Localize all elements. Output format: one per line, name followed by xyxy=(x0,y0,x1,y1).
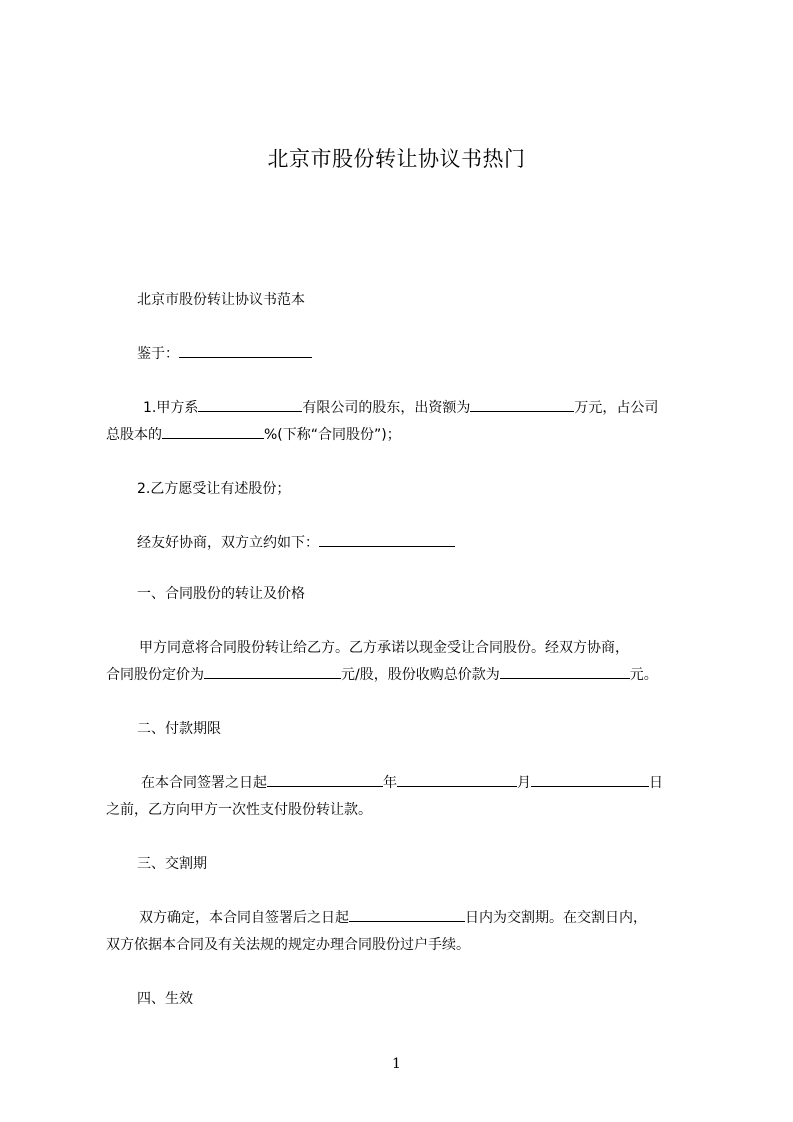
clause1-text-a: 1.甲方系 xyxy=(143,400,199,416)
document-title: 北京市股份转让协议书热门 xyxy=(267,147,526,171)
clause1-text-b: 有限公司的股东，出资额为 xyxy=(302,400,471,416)
section4-heading: 四、生效 xyxy=(137,991,193,1007)
clause1-text-d: 总股本的 xyxy=(106,427,162,443)
section2-text-c: 月 xyxy=(517,775,531,791)
recital-line xyxy=(137,345,312,363)
total-price-blank[interactable] xyxy=(500,666,630,679)
clause1-text-c: 万元，占公司 xyxy=(574,400,659,416)
section1-line1: 甲方同意将合同股份转让给乙方。乙方承诺以现金受让合同股份。经双方协商， xyxy=(139,640,629,656)
section3-line2: 双方依据本合同及有关法规的规定办理合同股份过户手续。 xyxy=(106,937,470,953)
section1-line2 xyxy=(106,666,658,684)
section2-line1 xyxy=(141,774,663,792)
year-blank[interactable] xyxy=(267,774,383,787)
share-percent-blank[interactable] xyxy=(162,426,264,439)
delivery-days-blank[interactable] xyxy=(349,909,465,922)
document-subtitle: 北京市股份转让协议书范本 xyxy=(137,292,305,308)
clause1-line2 xyxy=(106,426,401,444)
section2-text-d: 日 xyxy=(649,775,663,791)
section1-text-b: 元/股，股份收购总价款为 xyxy=(341,667,500,683)
agreement-text: 经友好协商，双方立约如下： xyxy=(137,535,319,551)
section3-heading: 三、交割期 xyxy=(137,856,207,872)
shareholder-company-blank[interactable] xyxy=(198,399,302,412)
recital-label: 鉴于： xyxy=(137,346,179,362)
agreement-blank[interactable] xyxy=(319,534,455,547)
section3-text-a: 双方确定，本合同自签署后之日起 xyxy=(139,910,349,926)
day-blank[interactable] xyxy=(531,774,649,787)
section2-line2: 之前，乙方向甲方一次性支付股份转让款。 xyxy=(106,802,372,818)
page-number: 1 xyxy=(392,1056,401,1072)
section2-heading: 二、付款期限 xyxy=(137,721,221,737)
unit-price-blank[interactable] xyxy=(204,666,341,679)
section1-text-a: 合同股份定价为 xyxy=(106,667,204,683)
section3-text-b: 日内为交割期。在交割日内， xyxy=(465,910,647,926)
section1-heading: 一、合同股份的转让及价格 xyxy=(137,586,305,602)
clause2-line: 2.乙方愿受让有述股份； xyxy=(137,481,291,497)
clause1-text-e: %(下称“合同股份”)； xyxy=(264,427,401,443)
section1-text-c: 元。 xyxy=(629,667,658,683)
agreement-line xyxy=(137,534,455,552)
recital-blank[interactable] xyxy=(179,345,312,358)
capital-amount-blank[interactable] xyxy=(470,399,574,412)
month-blank[interactable] xyxy=(397,774,517,787)
section3-line1 xyxy=(139,909,647,927)
section2-text-b: 年 xyxy=(383,775,397,791)
clause1-line1 xyxy=(143,399,658,417)
section2-text-a: 在本合同签署之日起 xyxy=(141,775,267,791)
